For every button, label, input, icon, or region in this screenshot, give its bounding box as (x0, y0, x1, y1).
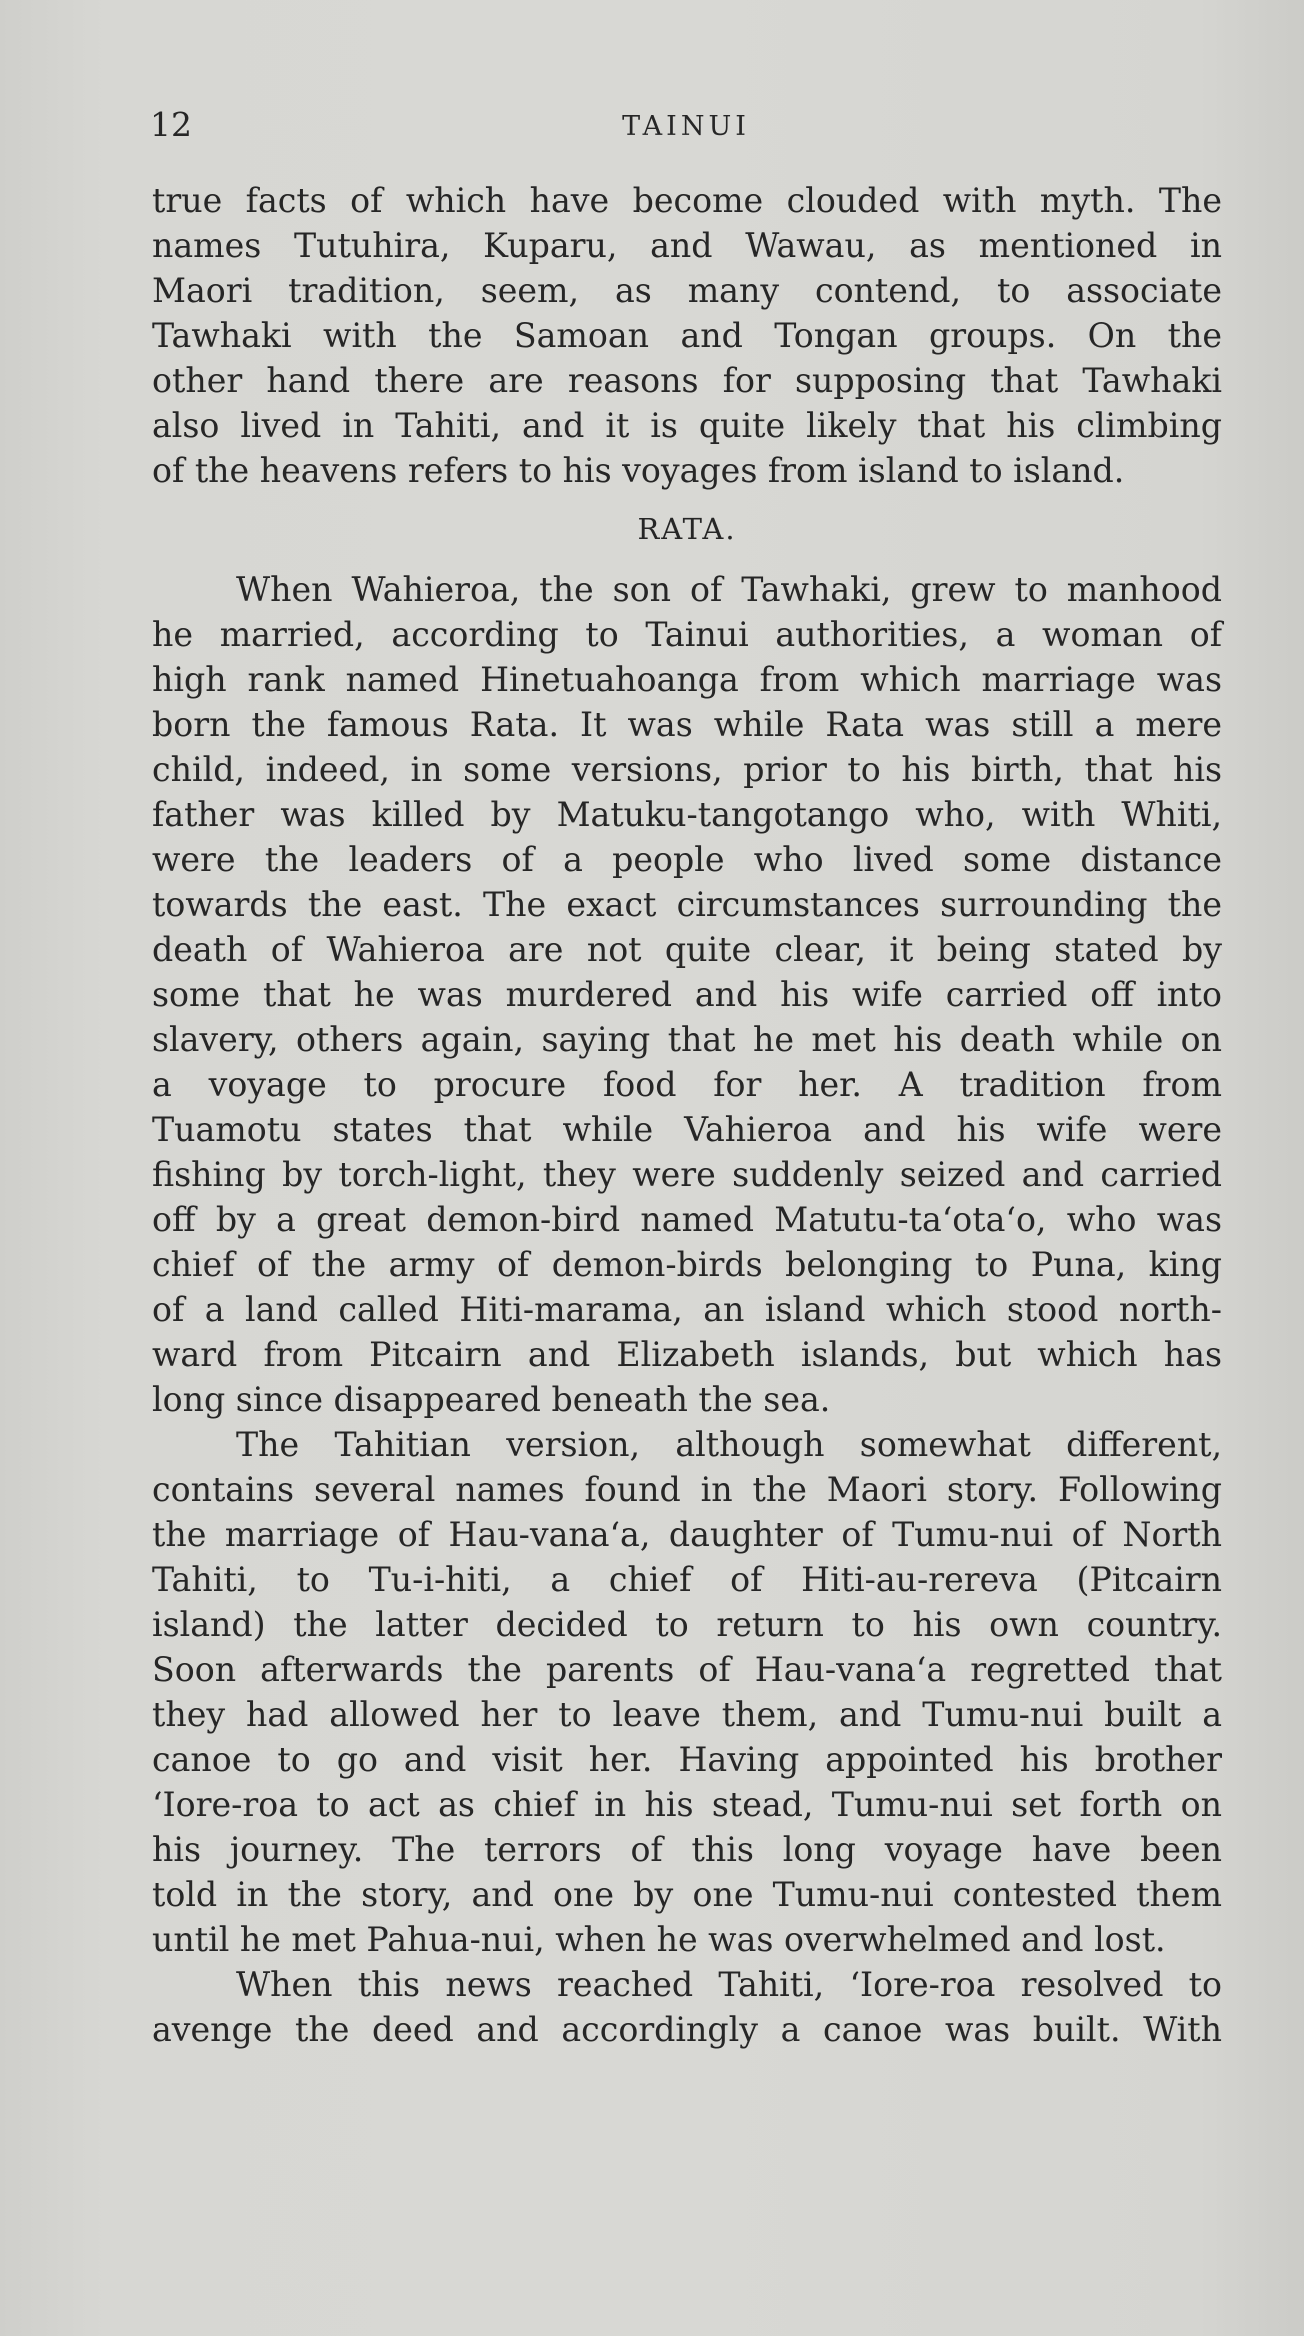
text-line: high rank named Hinetuahoanga from which marriage was (152, 660, 1222, 699)
text-line: told in the story, and one by one Tumu-nui contested them (152, 1875, 1222, 1914)
text-line: were the leaders of a people who lived some distance (152, 840, 1222, 879)
text-line: of the heavens refers to his voyages from island to island. (152, 451, 1125, 490)
text-line: ward from Pitcairn and Elizabeth islands, but which has (152, 1335, 1222, 1374)
text-line: Tuamotu states that while Vahieroa and his wife were (152, 1110, 1222, 1149)
text-line: other hand there are reasons for supposing that Tawhaki (152, 361, 1222, 400)
text-line: until he met Pahua-nui, when he was overwhelmed and lost. (152, 1920, 1166, 1959)
text-line: Tahiti, to Tu-i-hiti, a chief of Hiti-au-rereva (Pitcairn (152, 1560, 1222, 1599)
text-line: fishing by torch-light, they were suddenly seized and carried (152, 1155, 1222, 1194)
running-title: TAINUI (622, 111, 750, 142)
text-line: When this news reached Tahiti, ‘Iore-roa resolved to (236, 1965, 1222, 2004)
text-line: towards the east. The exact circumstances surrounding the (152, 885, 1222, 924)
text-line: Tawhaki with the Samoan and Tongan groups. On the (152, 316, 1222, 355)
text-line: of a land called Hiti-marama, an island which stood north- (152, 1290, 1222, 1329)
text-line: chief of the army of demon-birds belonging to Puna, king (152, 1245, 1222, 1284)
page-number: 12 (150, 105, 192, 144)
text-line: contains several names found in the Maori story. Following (152, 1470, 1222, 1509)
text-line: long since disappeared beneath the sea. (152, 1380, 831, 1419)
text-line: child, indeed, in some versions, prior to his birth, that his (152, 750, 1222, 789)
text-line: off by a great demon-bird named Matutu-ta‘ota‘o, who was (152, 1200, 1222, 1239)
text-line: also lived in Tahiti, and it is quite likely that his climbing (152, 406, 1222, 445)
text-line: his journey. The terrors of this long voyage have been (152, 1830, 1222, 1869)
text-line: they had allowed her to leave them, and Tumu-nui built a (152, 1695, 1222, 1734)
paragraph-tahitian-version (152, 1422, 1222, 1962)
paragraph-iore-roa (152, 1962, 1222, 2052)
text-line: names Tutuhira, Kuparu, and Wawau, as mentioned in (152, 226, 1222, 265)
paragraph-rata-intro (152, 567, 1222, 1422)
text-line: true facts of which have become clouded with myth. The (152, 181, 1222, 220)
text-line: death of Wahieroa are not quite clear, it being stated by (152, 930, 1222, 969)
text-line: avenge the deed and accordingly a canoe was built. With (152, 2010, 1222, 2049)
text-line: The Tahitian version, although somewhat different, (236, 1425, 1222, 1464)
text-line: the marriage of Hau-vana‘a, daughter of Tumu-nui of North (152, 1515, 1222, 1554)
section-heading: RATA. (637, 512, 737, 546)
body-text (152, 178, 1222, 2052)
text-line: Maori tradition, seem, as many contend, to associate (152, 271, 1222, 310)
text-line: some that he was murdered and his wife carried off into (152, 975, 1222, 1014)
text-line: he married, according to Tainui authorities, a woman of (152, 615, 1222, 654)
text-line: ‘Iore-roa to act as chief in his stead, Tumu-nui set forth on (152, 1785, 1222, 1824)
text-line: a voyage to procure food for her. A tradition from (152, 1065, 1222, 1104)
running-head (150, 100, 1222, 150)
text-line: canoe to go and visit her. Having appointed his brother (152, 1740, 1222, 1779)
text-line: When Wahieroa, the son of Tawhaki, grew to manhood (236, 570, 1222, 609)
text-line: father was killed by Matuku-tangotango who, with Whiti, (152, 795, 1222, 834)
text-line: slavery, others again, saying that he met his death while on (152, 1020, 1222, 1059)
paragraph-continued (152, 178, 1222, 493)
text-line: Soon afterwards the parents of Hau-vana‘a regretted that (152, 1650, 1222, 1689)
text-line: born the famous Rata. It was while Rata was still a mere (152, 705, 1222, 744)
text-line: island) the latter decided to return to his own country. (152, 1605, 1222, 1644)
